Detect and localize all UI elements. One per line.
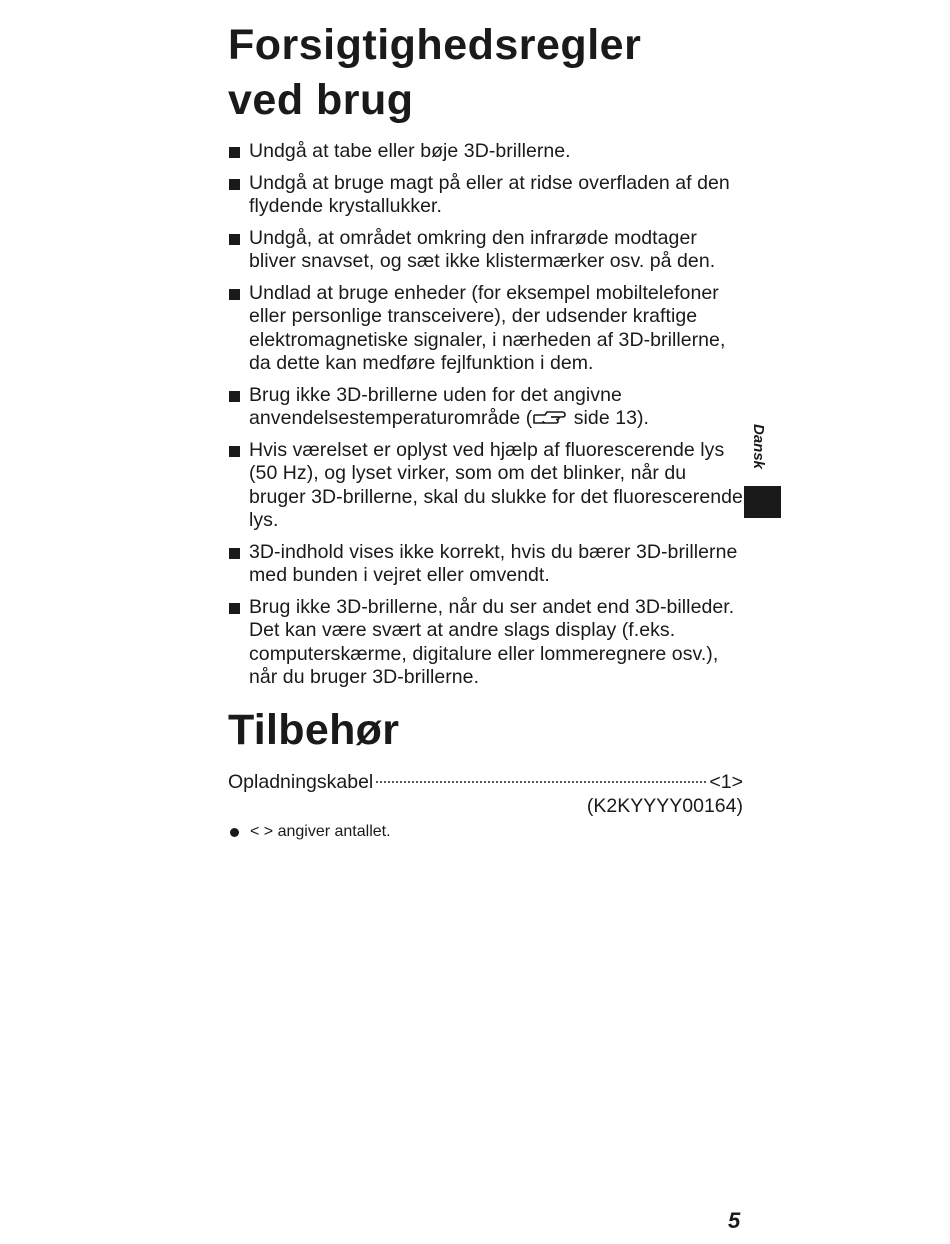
list-item bbox=[228, 384, 743, 431]
bullet-square-icon bbox=[229, 391, 240, 402]
page-content bbox=[228, 18, 743, 842]
accessory-quantity: <1> bbox=[709, 770, 743, 793]
precautions-title-line1: Forsigtighedsregler bbox=[228, 21, 642, 69]
page-number: 5 bbox=[728, 1208, 741, 1233]
list-item-text: Undgå at bruge magt på eller at ridse overfladen af den flydende krystallukker. bbox=[249, 171, 730, 217]
bullet-square-icon bbox=[229, 603, 240, 614]
precautions-title bbox=[228, 18, 743, 128]
bullet-square-icon bbox=[229, 179, 240, 190]
pointing-hand-icon bbox=[532, 410, 568, 426]
list-item-text: Undgå, at området omkring den infrarøde modtager bliver snavset, og sæt ikke klistermærker osv. på den. bbox=[249, 226, 716, 272]
quantity-note-text: < > angiver antallet. bbox=[250, 822, 391, 840]
list-item bbox=[228, 140, 743, 164]
bullet-square-icon bbox=[229, 548, 240, 559]
list-item-text: Undgå at tabe eller bøje 3D-brillerne. bbox=[249, 140, 571, 162]
list-item bbox=[228, 596, 743, 690]
accessory-row bbox=[228, 770, 743, 794]
accessories-title: Tilbehør bbox=[228, 705, 400, 754]
dot-leader bbox=[376, 781, 706, 783]
list-item-text: Brug ikke 3D-brillerne, når du ser andet end 3D-billeder. Det kan være svært at andre slags display (f.eks. computerskærme, digitalure eller lommeregnere osv.), når du bruger 3D-brillerne. bbox=[249, 595, 735, 688]
list-item bbox=[228, 282, 743, 376]
list-item-text-before: Brug ikke 3D-brillerne uden for det angivne anvendelsestemperaturområde ( bbox=[249, 383, 622, 429]
quantity-note bbox=[228, 822, 743, 842]
list-item bbox=[228, 439, 743, 533]
language-tab-marker bbox=[744, 486, 781, 518]
list-item bbox=[228, 172, 743, 219]
list-item-text-after: side 13). bbox=[568, 407, 649, 429]
bullet-square-icon bbox=[229, 234, 240, 245]
precautions-title-line2: ved brug bbox=[228, 76, 414, 124]
list-item bbox=[228, 227, 743, 274]
bullet-square-icon bbox=[229, 147, 240, 158]
list-item bbox=[228, 541, 743, 588]
language-tab bbox=[745, 424, 767, 484]
accessory-name: Opladningskabel bbox=[228, 770, 374, 793]
bullet-square-icon bbox=[229, 289, 240, 300]
list-item-text: 3D-indhold vises ikke korrekt, hvis du bærer 3D-brillerne med bunden i vejret eller omvendt. bbox=[249, 540, 738, 586]
bullet-dot-icon bbox=[230, 828, 239, 837]
bullet-square-icon bbox=[229, 446, 240, 457]
language-tab-label: Dansk bbox=[750, 424, 767, 470]
list-item-text: Undlad at bruge enheder (for eksempel mobiltelefoner eller personlige transceivere), der udsender kraftige elektromagnetiske signaler, i nærheden af 3D-brillerne, da dette kan medføre fejlfunktion i dem. bbox=[249, 281, 726, 374]
precautions-list bbox=[228, 140, 743, 690]
list-item-text: Hvis værelset er oplyst ved hjælp af fluorescerende lys (50 Hz), og lyset virker, som om det blinker, når du bruger 3D-brillerne, skal du slukke for det fluorescerende lys. bbox=[249, 438, 743, 531]
accessory-part-code: (K2KYYYY00164) bbox=[586, 794, 743, 817]
